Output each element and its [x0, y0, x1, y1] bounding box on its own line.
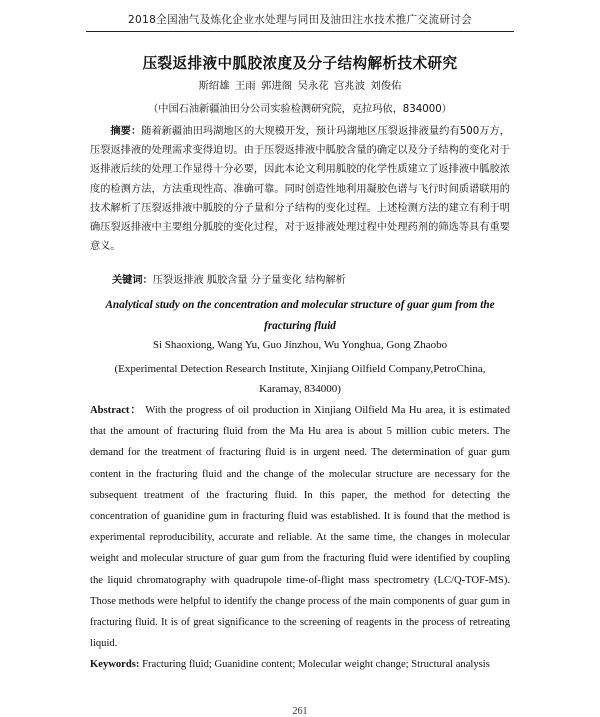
english-keywords	[90, 659, 510, 670]
english-authors: Si Shaoxiong, Wang Yu, Guo Jinzhou, Wu Yonghua, Gong Zhaobo	[152, 339, 448, 351]
chinese-abstract	[90, 122, 510, 256]
english-keywords-label: Keywords:	[90, 659, 140, 670]
chinese-authors: 斯绍雄 王雨 郭进阁 吴永花 宫兆波 刘俊佑	[198, 80, 402, 92]
english-title: Analytical study on the concentration and molecular structure of guar gum from the fracturing fluid	[105, 299, 495, 332]
chinese-abstract-text: 随着新疆油田玛湖地区的大规模开发，预计玛湖地区压裂返排液量约有500万方，压裂返排液的处理需求变得迫切。由于压裂返排液中胍胶含量的确定以及分子结构的变化对于返排液后续的处理工作显得十分必要，因此本论文利用胍胶的化学性质建立了返排液中胍胶浓度的检测方法，方法重现性高、准确可靠。同时创造性地利用凝胶色谱与飞行时间质谱联用的技术解析了压裂返排液中胍胶的分子量和分子结构的变化过程。上述检测方法的建立有利于明确压裂返排液中主要组分胍胶的变化过程，对于返排液处理过程中处理药剂的筛选等具有重要意义。	[90, 126, 510, 253]
page-number: 261	[292, 706, 308, 717]
chinese-affiliation: （中国石油新疆油田分公司实验检测研究院，克拉玛依，834000）	[148, 104, 452, 115]
chinese-keywords-text: 压裂返排液 胍胶含量 分子量变化 结构解析	[152, 275, 346, 286]
header-rule	[86, 31, 514, 32]
chinese-keywords-label: 关键词：	[112, 275, 153, 286]
english-keywords-text: Fracturing fluid; Guanidine content; Molecular weight change; Structural analysis	[142, 659, 490, 670]
chinese-title: 压裂返排液中胍胶浓度及分子结构解析技术研究	[142, 55, 458, 72]
chinese-keywords	[112, 271, 346, 286]
chinese-abstract-label: 摘要：	[110, 126, 142, 137]
english-abstract	[90, 400, 510, 654]
english-abstract-label: Abstract：	[90, 405, 142, 416]
english-abstract-text: With the progress of oil production in Xinjiang Oilfield Ma Hu area, it is estimated that the amount of fracturing fluid from the Ma Hu area is about 5 million cubic meters. The demand for the treatment of fracturing fluid is in urgent need. The determination of guar gum content in the fracturing fluid and the change of the molecular structure are necessary for the subsequent treatment of the fracturing fluid. In this paper, the method for detecting the concentration of guanidine gum in fracturing fluid was established. It is found that the method is experimental reproducibility, accurate and reliable. At the same time, the changes in molecular weight and molecular structure of guar gum from the fracturing fluid were identified by coupling the liquid chromatography with quadrupole time-of-flight mass spectrometry (LC/Q-TOF-MS). Those methods were helpful to identify the change process of the main components of guar gum in fracturing fluid. It is of great significance to the screening of reagents in the process of retreating liquid.	[90, 405, 510, 650]
english-affiliation: (Experimental Detection Research Institute, Xinjiang Oilfield Company,PetroChina, Karamay, 834000)	[114, 363, 486, 395]
running-header: 2018全国油气及炼化企业水处理与同田及油田注水技术推广交流研讨会	[127, 14, 473, 26]
